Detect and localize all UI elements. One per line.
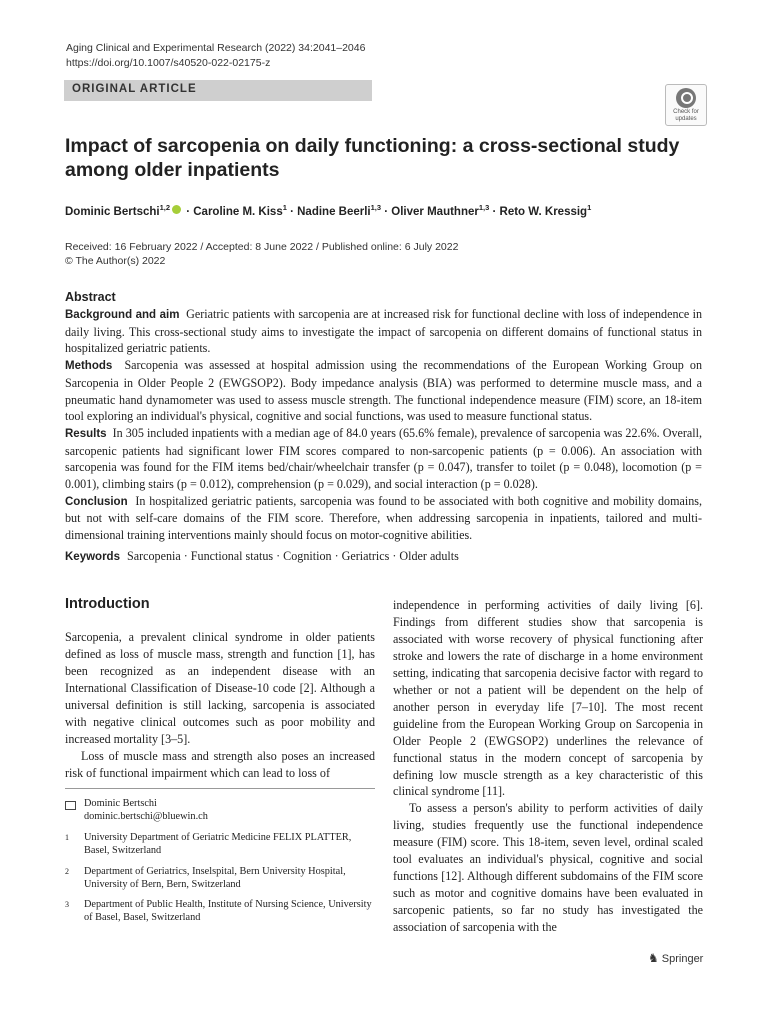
author-name[interactable]: Oliver Mauthner$^{1,3}$	[391, 203, 490, 218]
keywords-label: Keywords	[65, 551, 120, 563]
abstract-body	[65, 306, 702, 544]
body-paragraph: Sarcopenia, a prevalent clinical syndrome in older patients defined as loss of muscle mass, strength and function [1], has been recognized as an independent disease with an International Classification of Disease-10 code [2]. Although a universal definition is still lacking, sarcopenia is associated with negative clinical outcomes such as poor mobility and increased mortality [3–5].	[65, 630, 375, 746]
author-name[interactable]: Reto W. Kressig$^1$	[499, 203, 592, 218]
affiliation-text: University Department of Geriatric Medicine FELIX PLATTER, Basel, Switzerland	[84, 831, 352, 856]
footnotes	[65, 798, 375, 933]
check-updates-text: Check for updates	[673, 109, 699, 122]
history-dates: Received: 16 February 2022 / Accepted: 8 June 2022 / Published online: 6 July 2022	[65, 241, 459, 253]
affiliation	[65, 832, 375, 858]
envelope-icon	[65, 801, 76, 810]
abstract-section	[65, 425, 702, 493]
author-name[interactable]: Caroline M. Kiss$^1$	[193, 203, 287, 218]
affiliation-number: 3	[65, 900, 69, 910]
publication-dates	[65, 240, 458, 268]
abstract-section-label: Background and aim	[65, 309, 180, 321]
body-paragraph: Loss of muscle mass and strength also poses an increased risk of functional impairment which can lead to loss of	[65, 748, 375, 780]
abstract-section-label: Results	[65, 427, 107, 440]
corresponding-author	[65, 798, 375, 824]
publisher-name: Springer	[661, 953, 704, 965]
contact-name: Dominic Bertschi	[84, 798, 157, 809]
abstract-section	[65, 306, 702, 357]
abstract-section	[65, 357, 702, 425]
abstract-section-label: Conclusion	[65, 495, 128, 508]
journal-header	[66, 41, 365, 71]
publisher-footer	[648, 951, 703, 965]
abstract-section-text: In 305 included inpatients with a median age of 84.0 years (65.6% female), prevalence of sarcopenia was 22.6%. Overall, sarcopenic patients had significant lower FIM scores compared to non-sarcopenic patients (p = 0.006). An association with sarcopenia was found for the FIM items bed/chair/wheelchair transfer (p = 0.047), transfer to toilet (p = 0.048), locomotion (p = 0.001), climbing stairs (p = 0.012), comprehension (p = 0.029), and social interaction (p = 0.028).	[65, 425, 702, 492]
check-updates-icon	[676, 88, 696, 108]
keywords	[65, 549, 705, 564]
springer-horse-icon: ♞	[648, 951, 659, 965]
affiliation-text: Department of Geriatrics, Inselspital, Bern University Hospital, University of Bern, Bern, Switzerland	[84, 865, 346, 890]
affiliation	[65, 866, 375, 892]
abstract-section-text: In hospitalized geriatric patients, sarcopenia was found to be associated with both cognitive and mobility domains, but not with self-care domains of the FIM score. Therefore, when addressing sarcopenia in inpatients, tailored and multi-dimensional training interventions mainly should focus on motor-cognitive abilities.	[65, 493, 703, 543]
article-type-bar	[64, 80, 372, 101]
affiliation-number: 1	[65, 832, 69, 842]
affiliation-number: 2	[65, 866, 69, 876]
keywords-list: Sarcopenia · Functional status · Cognition · Geriatrics · Older adults	[127, 549, 459, 563]
abstract-heading: Abstract	[65, 290, 116, 304]
footnote-divider	[65, 788, 375, 789]
body-column-left	[65, 629, 375, 782]
introduction-heading: Introduction	[65, 596, 150, 612]
check-for-updates-badge[interactable]	[665, 84, 707, 126]
abstract-section-text: Sarcopenia was assessed at hospital admission using the recommendations of the European Working Group on Sarcopenia in Older People 2 (EWGSOP2). Body impedance analysis (BIA) was performed to determine muscle mass, and a pneumatic hand dynamometer was used to assess muscle strength. The functional independence measure (FIM) score, an 18-item tool exploring an individual's physical, cognitive and social functions, was used to measure functional status.	[65, 358, 702, 424]
contact-email[interactable]: dominic.bertschi@bluewin.ch	[84, 810, 208, 822]
body-paragraph: To assess a person's ability to perform activities of daily living, studies frequently use the functional independence measure (FIM) score. This 18-item, seven level, ordinal scaled tool evaluates an individual's physical, cognitive and social functions [12]. Although different subdomains of the FIM score such as motor and cognitive domains have been evaluated in sarcopenic patients, so far no study has investigated the association of sarcopenia with the	[393, 801, 703, 935]
affiliation-text: Department of Public Health, Institute of Nursing Science, University of Basel, Basel, Switzerland	[84, 899, 372, 924]
abstract-section-label: Methods	[65, 360, 113, 373]
journal-citation: Aging Clinical and Experimental Research (2022) 34:2041–2046	[66, 42, 366, 54]
doi-link[interactable]: https://doi.org/10.1007/s40520-022-02175-z	[66, 57, 271, 69]
affiliation	[65, 899, 375, 925]
article-type-label: ORIGINAL ARTICLE	[72, 83, 197, 95]
abstract-section-text: Geriatric patients with sarcopenia are at increased risk for functional decline with loss of independence in daily living. This cross-sectional study aims to investigate the impact of sarcopenia on different domains of functional status in hospitalized geriatric patients.	[65, 307, 702, 356]
author-name[interactable]: Nadine Beerli$^{1,3}$	[297, 203, 382, 218]
abstract-section	[65, 493, 702, 544]
copyright-line: © The Author(s) 2022	[65, 255, 166, 267]
author-list: Dominic Bertschi$^{1,2}$ · Caroline M. Kiss$^1$ · Nadine Beerli$^{1,3}$ · Oliver Mauthner$^{1,3}$ · Reto W. Kressig$^1$	[65, 203, 592, 218]
body-column-right	[393, 597, 703, 936]
article-title: Impact of sarcopenia on daily functioning: a cross-sectional study among older inpatients	[65, 135, 680, 181]
orcid-icon[interactable]	[172, 205, 181, 214]
body-paragraph: independence in performing activities of daily living [6]. Findings from different studies show that sarcopenia is associated with worse recovery of physical functioning after stroke and lowers the rate of discharge in a home environment setting, indicating that sarcopenia decisive factor with regard to whether or not a patient will be dependent on the help of another person in everyday life [7–10]. The most recent guideline from the European Working Group on Sarcopenia in Older People 2 (EWGSOP2) underlines the relevance of functional status in the modern concept of sarcopenia by defining low muscle strength as a key characteristic of this clinical syndrome [11].	[393, 598, 703, 799]
author-name[interactable]: Dominic Bertschi$^{1,2}$	[65, 203, 171, 218]
